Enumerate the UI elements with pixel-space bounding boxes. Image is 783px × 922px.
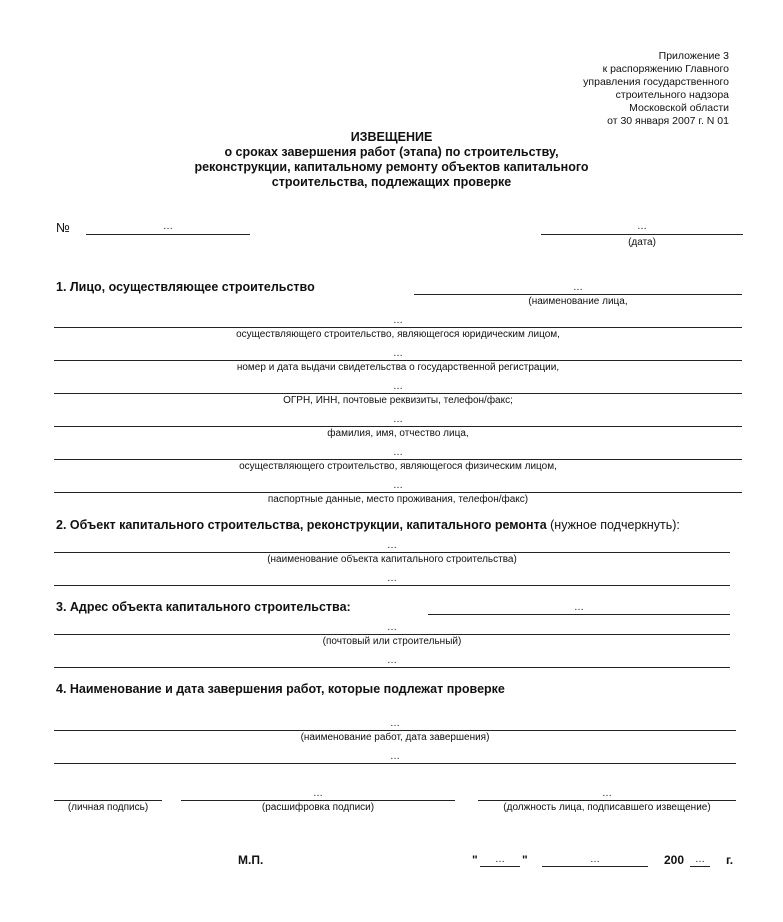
signature-caption: (личная подпись) — [67, 802, 149, 813]
annex-line: от 30 января 2007 г. N 01 — [607, 115, 729, 127]
section2-heading-note: (нужное подчеркнуть): — [550, 518, 680, 532]
annex-line: к распоряжению Главного — [602, 63, 729, 75]
year-suffix: … — [695, 854, 705, 865]
section1-caption: паспортные данные, место проживания, телефон/факс) — [267, 494, 529, 505]
number-field-line[interactable] — [86, 234, 250, 235]
section1-caption: номер и дата выдачи свидетельства о государственной регистрации, — [236, 362, 560, 373]
section4-field-line[interactable] — [54, 730, 736, 731]
annex-line: управления государственного — [583, 76, 729, 88]
section2-value: … — [387, 573, 397, 584]
section4-value: … — [390, 751, 400, 762]
section2-field-line[interactable] — [54, 585, 730, 586]
position-line[interactable] — [478, 800, 736, 801]
stamp-mark: М.П. — [238, 853, 264, 867]
section1-caption: осуществляющего строительство, являющегося физическим лицом, — [239, 461, 557, 472]
position-caption: (должность лица, подписавшего извещение) — [503, 802, 711, 813]
position-value: … — [602, 788, 612, 799]
month-value: … — [590, 854, 600, 865]
year-prefix: 200 — [664, 853, 685, 867]
section3-heading: 3. Адрес объекта капитального строительства: — [56, 600, 351, 614]
section1-line-value: … — [393, 381, 403, 392]
section1-heading: 1. Лицо, осуществляющее строительство — [56, 280, 315, 294]
section1-field-line[interactable] — [54, 492, 742, 493]
annex-line: строительного надзора — [615, 89, 729, 101]
section2-value: … — [387, 540, 397, 551]
day-value: … — [495, 854, 505, 865]
section1-line-value: … — [393, 480, 403, 491]
year-unit: г. — [726, 853, 734, 867]
section4-caption: (наименование работ, дата завершения) — [300, 732, 490, 743]
day-line[interactable] — [480, 866, 520, 867]
title-line: ИЗВЕЩЕНИЕ — [350, 130, 433, 144]
section2-heading — [56, 518, 680, 532]
section1-field-line[interactable] — [54, 360, 742, 361]
section1-field-line[interactable] — [54, 426, 742, 427]
decode-line[interactable] — [181, 800, 455, 801]
section4-heading: 4. Наименование и дата завершения работ, которые подлежат проверке — [56, 682, 505, 696]
title-line: строительства, подлежащих проверке — [271, 175, 512, 189]
section4-value: … — [390, 718, 400, 729]
year-line[interactable] — [690, 866, 710, 867]
section3-value: … — [387, 655, 397, 666]
section3-field-line[interactable] — [54, 634, 730, 635]
section1-line-value: … — [393, 447, 403, 458]
section1-field-line[interactable] — [54, 327, 742, 328]
decode-value: … — [313, 788, 323, 799]
title-line: реконструкции, капитальному ремонту объектов капитального — [194, 160, 589, 174]
number-label: № — [56, 220, 70, 235]
decode-caption: (расшифровка подписи) — [261, 802, 375, 813]
date-caption: (дата) — [628, 237, 656, 248]
section3-value: … — [387, 622, 397, 633]
number-value: … — [163, 221, 173, 232]
section1-caption: осуществляющего строительство, являющегося юридическим лицом, — [236, 329, 560, 340]
section1-line-value: … — [393, 315, 403, 326]
section1-caption: (наименование лица, — [528, 296, 628, 307]
section2-caption: (наименование объекта капитального строительства) — [267, 554, 517, 565]
section1-caption: ОГРН, ИНН, почтовые реквизиты, телефон/факс; — [283, 395, 513, 406]
section3-value: … — [574, 602, 584, 613]
section2-field-line[interactable] — [54, 552, 730, 553]
section3-caption: (почтовый или строительный) — [322, 636, 462, 647]
signature-line[interactable] — [54, 800, 162, 801]
annex-line: Приложение 3 — [658, 50, 729, 62]
section1-caption: фамилия, имя, отчество лица, — [327, 428, 469, 439]
quote-open: " — [472, 853, 478, 867]
section2-heading-text: 2. Объект капитального строительства, реконструкции, капитального ремонта — [56, 518, 547, 532]
annex-line: Московской области — [629, 102, 729, 114]
annex-block — [583, 50, 729, 128]
date-field-line[interactable] — [541, 234, 743, 235]
section1-value: … — [573, 282, 583, 293]
quote-close: " — [522, 853, 528, 867]
section3-field-line[interactable] — [428, 614, 730, 615]
section3-field-line[interactable] — [54, 667, 730, 668]
section1-field-line[interactable] — [54, 459, 742, 460]
section1-line-value: … — [393, 414, 403, 425]
title-line: о сроках завершения работ (этапа) по строительству, — [224, 145, 559, 159]
date-value: … — [637, 221, 647, 232]
section1-line-value: … — [393, 348, 403, 359]
document-title — [0, 130, 783, 190]
section4-field-line[interactable] — [54, 763, 736, 764]
month-line[interactable] — [542, 866, 648, 867]
section1-field-line[interactable] — [414, 294, 742, 295]
section1-field-line[interactable] — [54, 393, 742, 394]
